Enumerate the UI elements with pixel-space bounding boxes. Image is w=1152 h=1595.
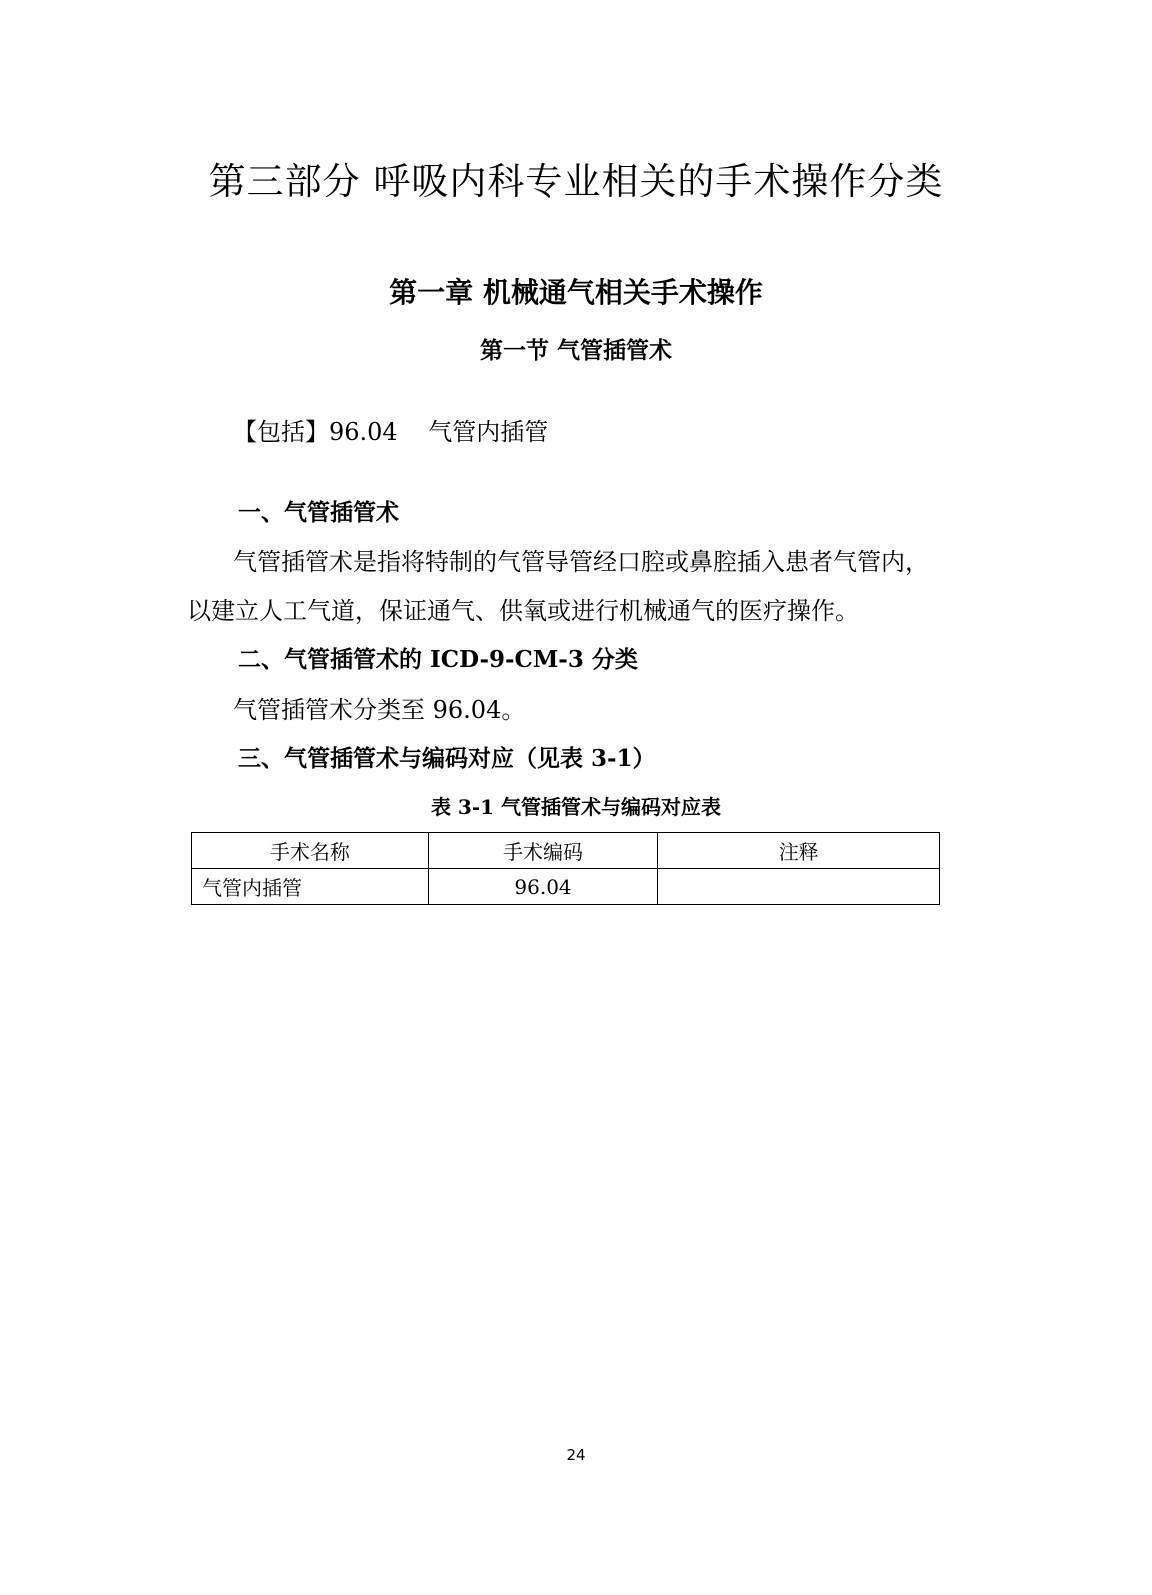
heading-classification: 二、气管插管术的 ICD-9-CM-3 分类: [238, 646, 638, 673]
table-cell-procedure-code: 96.04: [428, 869, 658, 905]
table-header-cell: 手术编码: [428, 833, 658, 869]
heading-definition: 一、气管插管术: [238, 499, 399, 526]
heading-code-mapping: 三、气管插管术与编码对应（见表 3-1）: [238, 745, 656, 772]
includes-line: 【包括】96.04 气管内插管: [233, 418, 549, 446]
paragraph-definition-line-2: 以建立人工气道，保证通气、供氧或进行机械通气的医疗操作。: [187, 597, 859, 625]
table-cell-note: [658, 869, 940, 905]
table-row: [192, 869, 940, 905]
table-header-cell: 手术名称: [192, 833, 429, 869]
chapter-title: 第一章 机械通气相关手术操作: [389, 276, 763, 309]
table-cell-procedure-name: 气管内插管: [192, 869, 429, 905]
table-header-cell: 注释: [658, 833, 940, 869]
table-header-row: [192, 833, 940, 869]
code-table: [191, 832, 940, 905]
paragraph-definition-line-1: 气管插管术是指将特制的气管导管经口腔或鼻腔插入患者气管内，: [233, 548, 929, 576]
part-title: 第三部分 呼吸内科专业相关的手术操作分类: [208, 160, 944, 203]
paragraph-classification: 气管插管术分类至 96.04。: [233, 696, 526, 724]
table-caption: 表 3-1 气管插管术与编码对应表: [430, 795, 722, 819]
section-title: 第一节 气管插管术: [479, 337, 672, 364]
page-number: 24: [566, 1446, 586, 1464]
